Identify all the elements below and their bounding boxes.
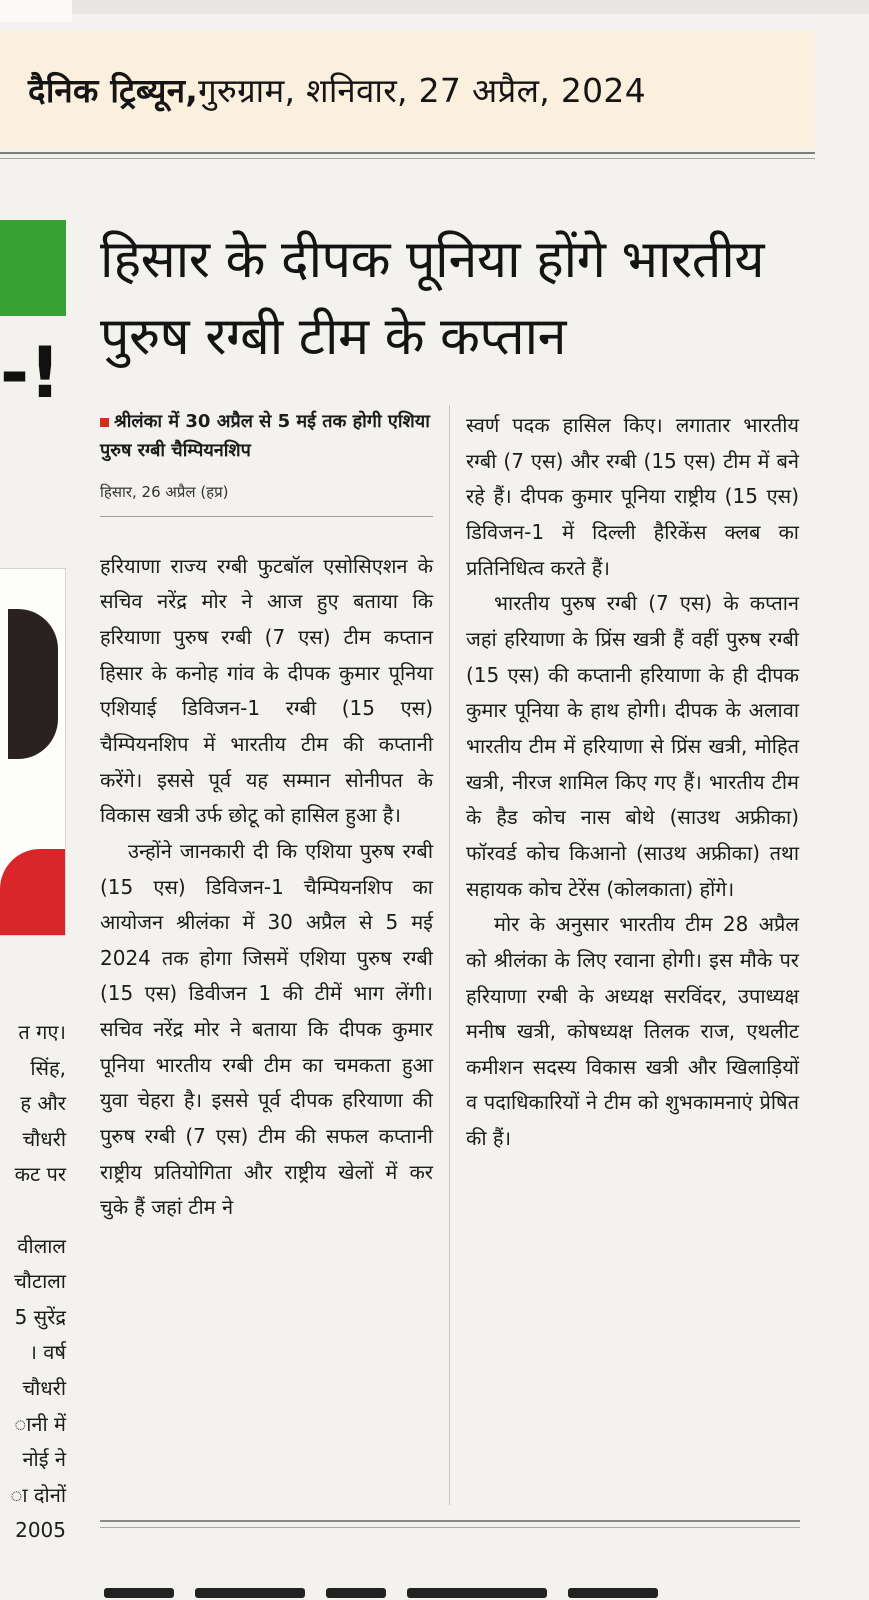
top-strip: [0, 0, 869, 14]
deck-text: श्रीलंका में 30 अप्रैल से 5 मई तक होगी एशिया पुरुष रग्बी चैम्पियनशिप: [100, 411, 430, 461]
cutoff-glyph: [195, 1588, 305, 1598]
green-graphic-block: [0, 220, 66, 316]
article-end-rule-thin: [100, 1527, 800, 1528]
fragment-line: वीलाल: [17, 1233, 66, 1258]
article-end-rule: [100, 1520, 800, 1522]
masthead-rule: [0, 152, 815, 154]
headline-fragment: -!: [0, 332, 61, 414]
cutoff-glyph: [407, 1588, 547, 1598]
adjacent-article-fragment: [0, 160, 80, 1600]
dateline-rule: [100, 516, 433, 517]
article-column-1: [100, 408, 433, 1226]
newspaper-name: दैनिक ट्रिब्यून,: [28, 70, 199, 110]
cutoff-glyph: [104, 1588, 174, 1598]
fragment-line: चौटाला: [14, 1269, 66, 1294]
article-paragraph: उन्होंने जानकारी दी कि एशिया पुरुष रग्बी (15 एस) डिविजन-1 चैम्पियनशिप का आयोजन श्रीलंका में 30 अप्रैल से 5 मई 2024 तक होगा जिसमें एशिया पुरुष रग्बी (15 एस) डिवीजन 1 की टीमें भाग लेंगी। सचिव नरेंद्र मोर ने बताया कि दीपक कुमार पूनिया भारतीय रग्बी टीम का चमकता हुआ युवा चेहरा है। इससे पूर्व दीपक हरियाणा की पुरुष रग्बी (7 एस) टीम की सफल कप्तानी राष्ट्रीय प्रतियोगिता और राष्ट्रीय खेलों में कर चुके हैं जहां टीम ने: [100, 838, 433, 1220]
fragment-line: चौधरी: [22, 1375, 66, 1400]
article-paragraph: भारतीय पुरुष रग्बी (7 एस) के कप्तान जहां हरियाणा के प्रिंस खत्री हैं वहीं पुरुष रग्बी (15 एस) की कप्तानी हरियाणा के ही दीपक कुमार पूनिया के हाथ होगी। दीपक के अलावा भारतीय टीम में हरियाणा से प्रिंस खत्री, मोहित खत्री, नीरज शामिल किए गए हैं। भारतीय टीम के हैड कोच नास बोथे (साउथ अफ्रीका) फॉरवर्ड कोच किआनो (साउथ अफ्रीका) तथा सहायक कोच टेरेंस (कोलकाता) होंगे।: [466, 591, 799, 901]
fragment-line: 2005: [15, 1518, 66, 1543]
newspaper-masthead: [0, 30, 815, 148]
cutoff-glyph: [326, 1588, 386, 1598]
masthead-place-date: गुरुग्राम, शनिवार, 27 अप्रैल, 2024: [198, 70, 647, 110]
fragment-line: ा दोनों: [10, 1482, 66, 1507]
fragment-line: कट पर: [14, 1162, 66, 1187]
article-paragraph: मोर के अनुसार भारतीय टीम 28 अप्रैल को श्रीलंका के लिए रवाना होगी। इस मौके पर हरियाणा रग्बी के अध्यक्ष सरविंदर, उपाध्यक्ष मनीष खत्री, कोषध्यक्ष तिलक राज, एथलीट कमीशन सदस्य विकास खत्री और खिलाड़ियों व पदाधिकारियों ने टीम को शुभकामनाएं प्रेषित की हैं।: [466, 912, 799, 1151]
next-headline-cutoff: [104, 1558, 804, 1600]
article-dateline: हिसार, 26 अप्रैल (हप्र): [100, 482, 229, 501]
article-headline: हिसार के दीपक पूनिया होंगे भारतीय पुरुष रग्बी टीम के कप्तान: [100, 230, 765, 367]
cutoff-glyph: [568, 1588, 658, 1598]
article-column-2: [466, 408, 799, 1157]
masthead-rule-thin: [0, 158, 815, 159]
fragment-text-lines: [0, 1015, 66, 1549]
article-paragraph: हरियाणा राज्य रग्बी फुटबॉल एसोसिएशन के सचिव नरेंद्र मोर ने आज हुए बताया कि हरियाणा पुरुष रग्बी (7 एस) टीम कप्तान हिसार के कनोह गांव के दीपक कुमार पूनिया एशियाई डिविजन-1 रग्बी (15 एस) चैम्पियनशिप में भारतीय टीम की कप्तानी करेंगे। इससे पूर्व यह सम्मान सोनीपत के विकास खत्री उर्फ छोटू को हासिल हुआ है।: [100, 553, 433, 828]
fragment-line: सिंह,: [30, 1055, 66, 1080]
fragment-line: ानी में: [14, 1411, 66, 1436]
cropped-photo: [0, 568, 66, 936]
red-bullet-icon: [100, 418, 109, 427]
fragment-line: नोई ने: [22, 1447, 66, 1472]
fragment-line: [0, 1193, 66, 1229]
fragment-line: 5 सुरेंद्र: [14, 1304, 66, 1329]
photo-hair-shape: [8, 609, 58, 759]
article-paragraph: स्वर्ण पदक हासिल किए। लगातार भारतीय रग्बी (7 एस) और रग्बी (15 एस) टीम में बने रहे हैं। दीपक कुमार पूनिया राष्ट्रीय (15 एस) डिविजन-1 में दिल्ली हैरिकेंस क्लब का प्रतिनिधित्व करते हैं।: [466, 413, 799, 580]
photo-red-garment: [0, 849, 66, 936]
article-deck: [100, 408, 433, 466]
fragment-line: त गए।: [18, 1020, 66, 1044]
top-strip-gap: [0, 0, 72, 22]
fragment-line: चौधरी: [22, 1126, 66, 1151]
fragment-line: । वर्ष: [29, 1340, 66, 1365]
fragment-line: ह और: [20, 1091, 66, 1116]
column-divider: [449, 405, 450, 1505]
